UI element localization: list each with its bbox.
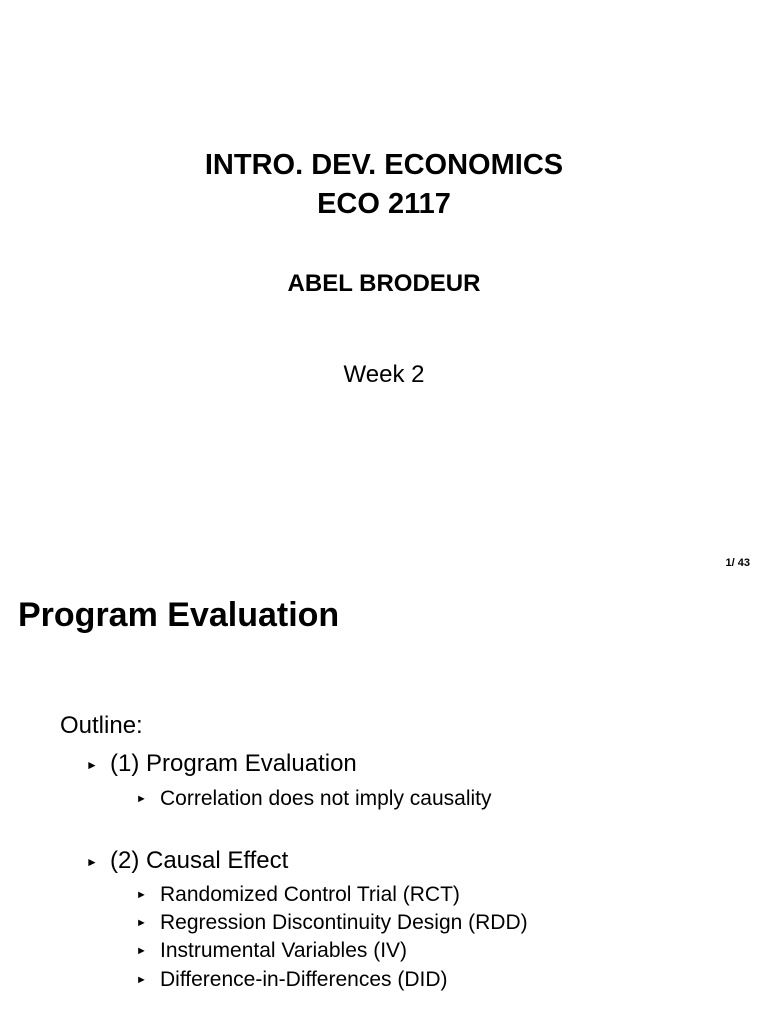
triangle-bullet-icon: ► [86, 758, 98, 772]
outline-slide [0, 582, 768, 1024]
page-number: 1/ 43 [725, 557, 750, 569]
presentation-title-line-2: ECO 2117 [317, 188, 451, 220]
outline-subitem-label: Correlation does not imply causality [160, 787, 492, 810]
author-name: ABEL BRODEUR [287, 270, 481, 297]
outline-item-label: (1) Program Evaluation [110, 750, 357, 777]
triangle-bullet-icon: ► [136, 917, 147, 929]
outline-item-label: (2) Causal Effect [110, 847, 289, 874]
triangle-bullet-icon: ► [136, 793, 147, 805]
outline-subitem-label: Difference-in-Differences (DID) [160, 968, 448, 991]
outline-item [86, 847, 289, 875]
triangle-bullet-icon: ► [136, 974, 147, 986]
presentation-date: Week 2 [343, 361, 425, 388]
outline-subitem [136, 786, 492, 811]
frame-title: Program Evaluation [18, 596, 340, 634]
outline-subitem [136, 938, 408, 963]
outline-subitem-label: Instrumental Variables (IV) [160, 939, 408, 962]
triangle-bullet-icon: ► [136, 945, 147, 957]
outline-subitem [136, 967, 448, 992]
outline-subitem [136, 910, 528, 935]
presentation-title-line-1: INTRO. DEV. ECONOMICS [204, 149, 564, 181]
outline-subitem [136, 882, 460, 907]
triangle-bullet-icon: ► [136, 889, 147, 901]
outline-item [86, 750, 357, 778]
outline-label: Outline: [60, 712, 143, 739]
outline-subitem-label: Regression Discontinuity Design (RDD) [160, 911, 528, 934]
outline-subitem-label: Randomized Control Trial (RCT) [160, 883, 460, 906]
triangle-bullet-icon: ► [86, 855, 98, 869]
